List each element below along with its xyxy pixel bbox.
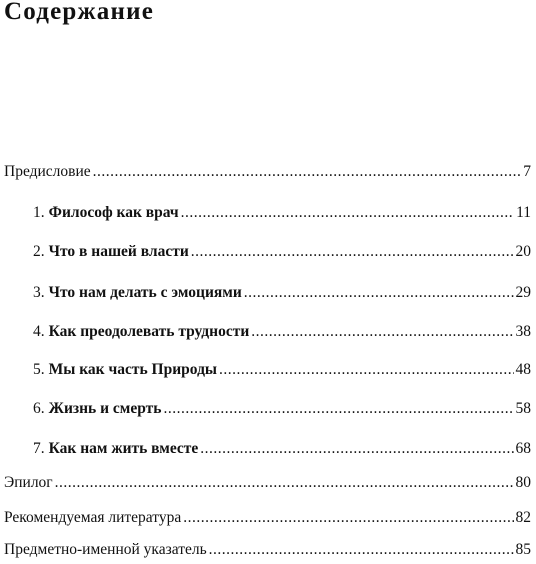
toc-entry-label: Предисловие [4,163,91,180]
chapter-title: Как преодолевать трудности [48,323,250,340]
chapter-title: Мы как часть Природы [48,361,218,378]
toc-page-number: 48 [515,361,531,378]
chapter-title: Жизнь и смерть [48,400,162,417]
chapter-number: 4. [33,323,45,340]
toc-entry-chapter-5[interactable] [0,360,536,380]
toc-entry-index[interactable] [0,540,536,560]
toc-entry-chapter-3[interactable] [0,283,536,303]
dot-leader [183,508,513,528]
toc-entry-chapter-1[interactable] [0,203,536,223]
chapter-number: 1. [33,204,45,221]
chapter-title: Что нам делать с эмоциями [48,284,242,301]
toc-page-number: 38 [515,323,531,340]
toc-entry-chapter-2[interactable] [0,242,536,262]
dot-leader [200,439,513,459]
toc-entry-chapter-6[interactable] [0,399,536,419]
toc-entry-label: Эпилог [4,474,53,491]
dot-leader [251,322,513,342]
toc-entry-preface[interactable] [0,162,536,182]
chapter-number: 2. [33,243,45,260]
toc-page-number: 58 [515,400,531,417]
toc-entry-label: Предметно-именной указатель [4,541,207,558]
toc-page-number: 80 [515,474,531,491]
chapter-number: 6. [33,400,45,417]
chapter-number: 7. [33,440,45,457]
toc-page-number: 20 [515,243,531,260]
dot-leader [163,399,513,419]
toc-page-number: 82 [515,509,531,526]
chapter-number: 5. [33,361,45,378]
dot-leader [93,162,522,182]
dot-leader [209,540,514,560]
chapter-title: Как нам жить вместе [48,440,199,457]
toc-page-number: 85 [515,541,531,558]
toc-page-number: 11 [516,204,531,221]
toc-entry-reading[interactable] [0,508,536,528]
chapter-title: Что в нашей власти [48,243,189,260]
toc-entry-epilogue[interactable] [0,473,536,493]
dot-leader [244,283,514,303]
dot-leader [219,360,513,380]
page-title: Содержание [4,0,155,25]
toc-page-number: 68 [515,440,531,457]
toc-entry-chapter-4[interactable] [0,322,536,342]
dot-leader [181,203,514,223]
toc-page-number: 7 [523,163,531,180]
toc-page-number: 29 [515,284,531,301]
chapter-number: 3. [33,284,45,301]
chapter-title: Философ как врач [48,204,179,221]
dot-leader [191,242,514,262]
dot-leader [55,473,514,493]
toc-entry-chapter-7[interactable] [0,439,536,459]
toc-entry-label: Рекомендуемая литература [4,509,182,526]
